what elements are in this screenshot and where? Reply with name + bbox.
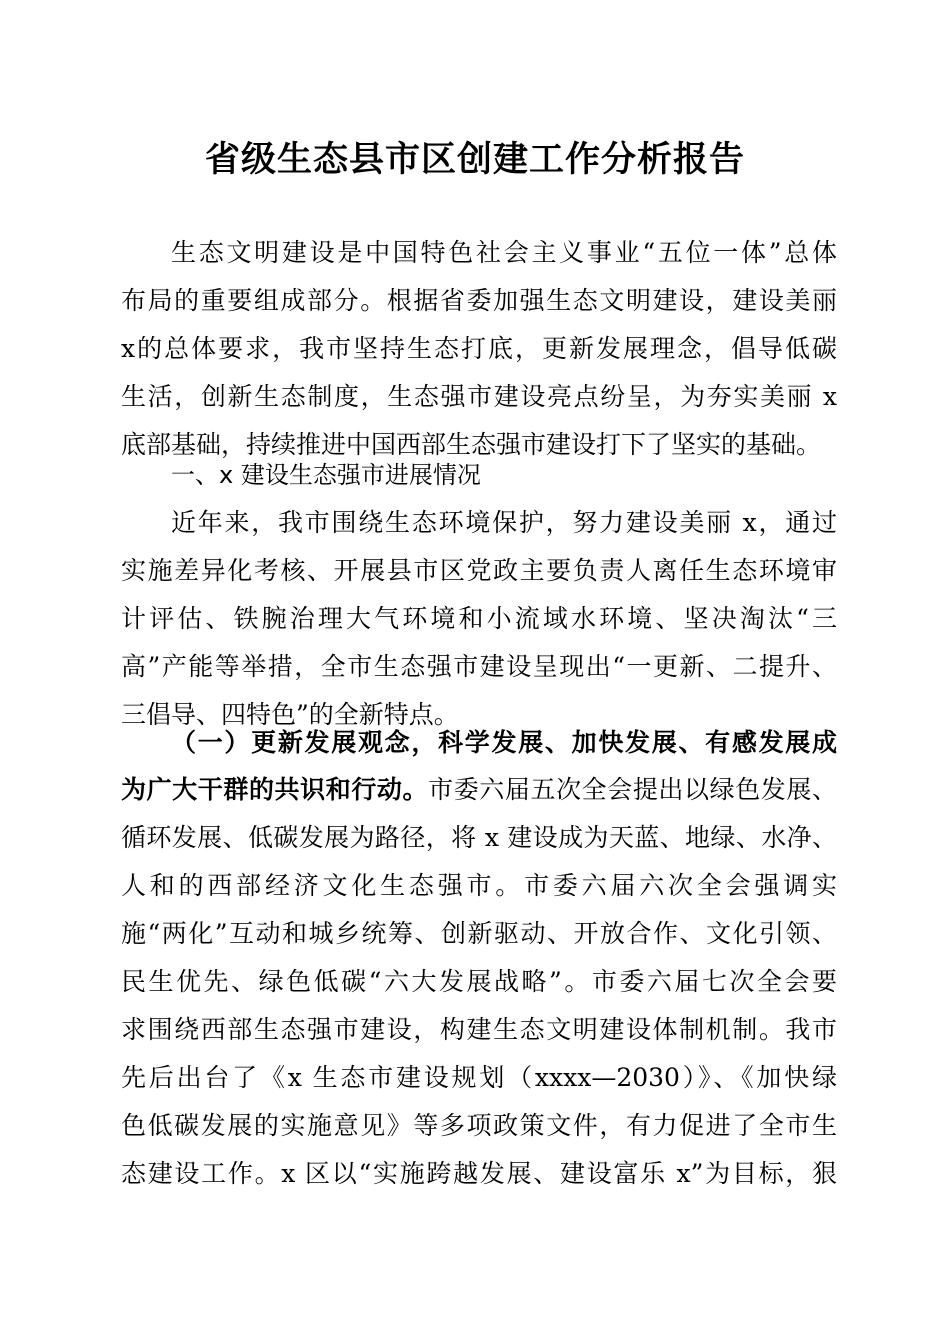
subsection-heading-tail: 为广大干群的共识和行动。 [121,775,429,804]
paragraph-line: 三倡导、四特色”的全新特点。 [121,700,459,729]
paragraph-line: 先后出台了《x 生态市建设规划（xxxx—2030）》、《加快绿 [121,1063,837,1092]
paragraph-line: 布局的重要组成部分。根据省委加强生态文明建设，建设美丽 [121,286,837,315]
document-title: 省级生态县市区创建工作分析报告 [204,139,745,180]
paragraph-line: 民生优先、绿色低碳“六大发展战略”。市委六届七次全会要 [121,967,837,996]
paragraph-line: 高”产能等举措，全市生态强市建设呈现出“一更新、二提升、 [121,652,837,681]
paragraph-text: 市委六届五次全会提出以绿色发展、 [428,775,837,804]
paragraph-line: 实施差异化考核、开展县市区党政主要负责人离任生态环境审 [121,556,837,585]
paragraph-line: 态建设工作。x 区以“实施跨越发展、建设富乐 x”为目标，狠 [121,1159,837,1188]
paragraph-line: 求围绕西部生态强市建设，构建生态文明建设体制机制。我市 [121,1015,837,1044]
paragraph-line: 计评估、铁腕治理大气环境和小流域水环境、坚决淘汰“三 [121,604,837,633]
paragraph-line: 色低碳发展的实施意见》等多项政策文件，有力促进了全市生 [121,1111,837,1140]
paragraph-line: 底部基础，持续推进中国西部生态强市建设打下了坚实的基础。 [121,430,822,459]
paragraph-line: 循环发展、低碳发展为路径，将 x 建设成为天蓝、地绿、水净、 [121,823,837,852]
paragraph-line: 人和的西部经济文化生态强市。市委六届六次全会强调实 [121,871,837,900]
subsection-heading-line: （一）更新发展观念，科学发展、加快发展、有感发展成 [171,728,837,757]
paragraph-line: 施“两化”互动和城乡统筹、创新驱动、开放合作、文化引领、 [121,919,837,948]
section-heading: 一、x 建设生态强市进展情况 [171,461,481,489]
paragraph-line: 生态文明建设是中国特色社会主义事业“五位一体”总体 [171,238,837,267]
paragraph-line: x的总体要求，我市坚持生态打底，更新发展理念，倡导低碳 [121,334,837,363]
paragraph-line: 生活，创新生态制度，生态强市建设亮点纷呈，为夯实美丽 x [121,382,837,411]
paragraph-line [121,766,837,814]
paragraph-line: 近年来，我市围绕生态环境保护，努力建设美丽 x，通过 [171,508,837,537]
